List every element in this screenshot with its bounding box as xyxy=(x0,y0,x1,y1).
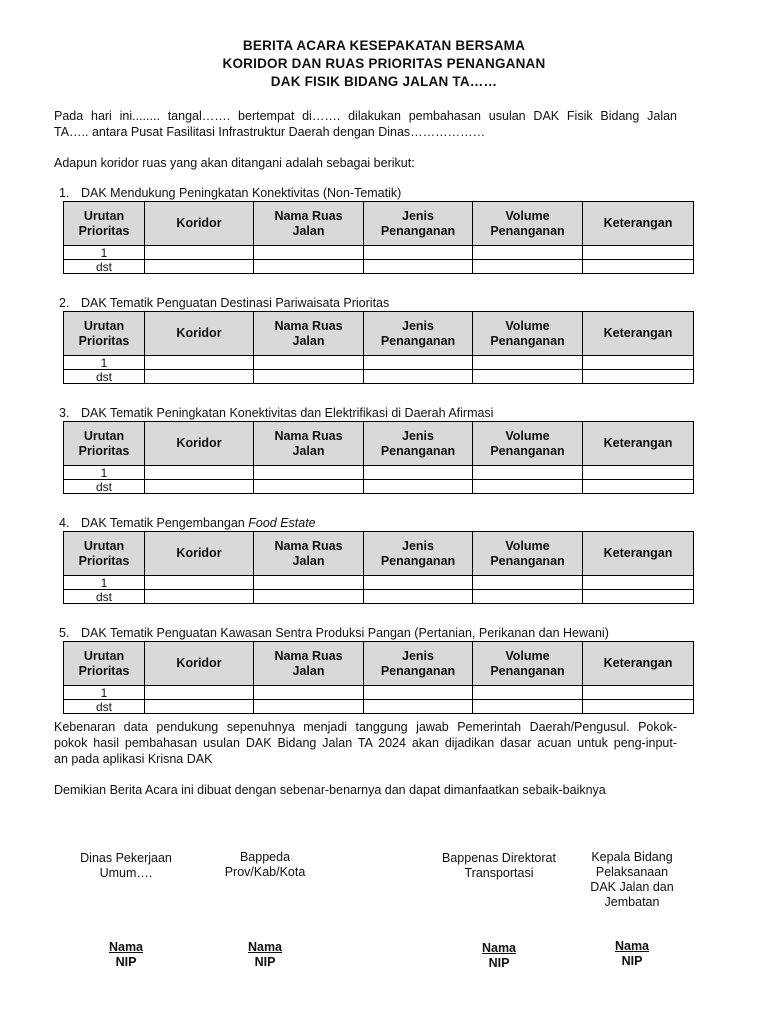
table-cell xyxy=(583,466,694,480)
table-header-row xyxy=(64,422,694,466)
row-number: 1 xyxy=(64,576,145,590)
header-keterangan: Keterangan xyxy=(583,422,694,466)
table-row xyxy=(64,686,694,700)
signature-nip: NIP xyxy=(488,956,510,970)
table-row xyxy=(64,356,694,370)
table-cell xyxy=(473,686,583,700)
table-row xyxy=(64,590,694,604)
table-cell xyxy=(583,246,694,260)
header-nama-ruas-jalan: Nama Ruas Jalan xyxy=(254,202,364,246)
section-2 xyxy=(54,296,694,384)
row-number: dst xyxy=(64,480,145,494)
header-urutan-prioritas: Urutan Prioritas xyxy=(64,202,145,246)
table-cell xyxy=(364,590,473,604)
table-cell xyxy=(583,686,694,700)
table-cell xyxy=(254,246,364,260)
signature-nip: NIP xyxy=(621,954,643,968)
header-keterangan: Keterangan xyxy=(583,312,694,356)
table-cell xyxy=(364,686,473,700)
priority-table xyxy=(63,531,694,604)
header-jenis-penanganan: Jenis Penanganan xyxy=(364,642,473,686)
row-number: dst xyxy=(64,370,145,384)
table-row xyxy=(64,700,694,714)
header-jenis-penanganan: Jenis Penanganan xyxy=(364,202,473,246)
table-cell xyxy=(145,576,254,590)
table-cell xyxy=(254,370,364,384)
table-header-row xyxy=(64,532,694,576)
signature-name: Nama xyxy=(247,940,283,954)
signatory-bappeda: Bappeda Prov/Kab/Kota xyxy=(224,850,306,879)
table-cell xyxy=(583,260,694,274)
row-number: 1 xyxy=(64,686,145,700)
table-cell xyxy=(473,356,583,370)
table-row xyxy=(64,260,694,274)
table-cell xyxy=(583,480,694,494)
table-cell xyxy=(145,370,254,384)
table-cell xyxy=(473,246,583,260)
table-cell xyxy=(364,480,473,494)
table-cell xyxy=(364,356,473,370)
header-nama-ruas-jalan: Nama Ruas Jalan xyxy=(254,532,364,576)
table-row xyxy=(64,480,694,494)
header-koridor: Koridor xyxy=(145,422,254,466)
header-volume-penanganan: Volume Penanganan xyxy=(473,202,583,246)
intro-line-2: TA….. antara Pusat Fasilitasi Infrastruktur Daerah dengan Dinas……………… xyxy=(54,125,486,139)
table-cell xyxy=(364,576,473,590)
signature-block-kepala-bidang xyxy=(602,939,662,969)
signatory-bappenas: Bappenas Direktorat Transportasi xyxy=(442,851,556,880)
header-keterangan: Keterangan xyxy=(583,202,694,246)
signature-name: Nama xyxy=(481,941,517,955)
section-title: 2. DAK Tematik Penguatan Destinasi Pariwaisata Prioritas xyxy=(59,296,390,310)
table-cell xyxy=(254,466,364,480)
table-cell xyxy=(473,480,583,494)
table-row xyxy=(64,466,694,480)
table-cell xyxy=(145,686,254,700)
table-row xyxy=(64,246,694,260)
header-jenis-penanganan: Jenis Penanganan xyxy=(364,312,473,356)
table-cell xyxy=(254,480,364,494)
table-cell xyxy=(145,480,254,494)
signature-block-bappeda xyxy=(235,940,295,970)
table-cell xyxy=(145,356,254,370)
table-cell xyxy=(364,700,473,714)
header-urutan-prioritas: Urutan Prioritas xyxy=(64,532,145,576)
closing-line-4: Demikian Berita Acara ini dibuat dengan sebenar-benarnya dan dapat dimanfaatkan sebaik-baiknya xyxy=(54,783,606,797)
signature-name: Nama xyxy=(614,939,650,953)
table-cell xyxy=(473,590,583,604)
closing-line-2: pokok hasil pembahasan usulan DAK Bidang Jalan TA 2024 akan dijadikan dasar acuan untuk peng-input- xyxy=(54,736,677,750)
header-koridor: Koridor xyxy=(145,312,254,356)
header-jenis-penanganan: Jenis Penanganan xyxy=(364,422,473,466)
row-number: dst xyxy=(64,260,145,274)
document-title xyxy=(0,37,768,91)
table-cell xyxy=(254,590,364,604)
table-cell xyxy=(145,246,254,260)
section-5 xyxy=(54,626,694,714)
header-keterangan: Keterangan xyxy=(583,532,694,576)
section-title: 4. DAK Tematik Pengembangan Food Estate xyxy=(59,516,316,530)
signature-block-bappenas xyxy=(469,941,529,971)
title-line-2: KORIDOR DAN RUAS PRIORITAS PENANGANAN xyxy=(222,56,546,71)
table-cell xyxy=(583,700,694,714)
row-number: dst xyxy=(64,590,145,604)
title-line-3: DAK FISIK BIDANG JALAN TA…… xyxy=(270,74,498,89)
signature-nip: NIP xyxy=(254,955,276,969)
table-cell xyxy=(583,356,694,370)
header-keterangan: Keterangan xyxy=(583,642,694,686)
signature-block-dinas-pu xyxy=(96,940,156,970)
section-1 xyxy=(54,186,694,274)
table-header-row xyxy=(64,642,694,686)
table-cell xyxy=(254,576,364,590)
header-volume-penanganan: Volume Penanganan xyxy=(473,642,583,686)
table-header-row xyxy=(64,202,694,246)
header-volume-penanganan: Volume Penanganan xyxy=(473,532,583,576)
header-urutan-prioritas: Urutan Prioritas xyxy=(64,642,145,686)
table-cell xyxy=(473,466,583,480)
header-urutan-prioritas: Urutan Prioritas xyxy=(64,312,145,356)
header-nama-ruas-jalan: Nama Ruas Jalan xyxy=(254,642,364,686)
title-line-1: BERITA ACARA KESEPAKATAN BERSAMA xyxy=(242,38,526,53)
table-cell xyxy=(473,370,583,384)
header-koridor: Koridor xyxy=(145,642,254,686)
header-jenis-penanganan: Jenis Penanganan xyxy=(364,532,473,576)
table-cell xyxy=(254,700,364,714)
signatory-kepala-bidang: Kepala Bidang Pelaksanaan DAK Jalan dan Jembatan xyxy=(590,850,674,909)
signature-nip: NIP xyxy=(115,955,137,969)
table-cell xyxy=(473,700,583,714)
intro-line-3: Adapun koridor ruas yang akan ditangani adalah sebagai berikut: xyxy=(54,156,415,170)
table-row xyxy=(64,370,694,384)
table-cell xyxy=(364,260,473,274)
section-3 xyxy=(54,406,694,494)
priority-table xyxy=(63,641,694,714)
table-cell xyxy=(473,260,583,274)
table-cell xyxy=(473,576,583,590)
closing-line-3: an pada aplikasi Krisna DAK xyxy=(54,752,213,766)
table-cell xyxy=(583,590,694,604)
section-title: 5. DAK Tematik Penguatan Kawasan Sentra Produksi Pangan (Pertanian, Perikanan dan Hewani) xyxy=(59,626,609,640)
row-number: 1 xyxy=(64,246,145,260)
signatory-dinas-pu: Dinas Pekerjaan Umum…. xyxy=(80,851,172,880)
priority-table xyxy=(63,421,694,494)
table-cell xyxy=(145,260,254,274)
row-number: 1 xyxy=(64,356,145,370)
priority-table xyxy=(63,311,694,384)
header-koridor: Koridor xyxy=(145,202,254,246)
table-cell xyxy=(364,370,473,384)
table-cell xyxy=(254,260,364,274)
table-cell xyxy=(254,356,364,370)
section-title: 1. DAK Mendukung Peningkatan Konektivitas (Non-Tematik) xyxy=(59,186,402,200)
header-volume-penanganan: Volume Penanganan xyxy=(473,312,583,356)
table-cell xyxy=(145,590,254,604)
table-cell xyxy=(583,370,694,384)
row-number: dst xyxy=(64,700,145,714)
header-volume-penanganan: Volume Penanganan xyxy=(473,422,583,466)
table-cell xyxy=(364,466,473,480)
table-cell xyxy=(583,576,694,590)
table-row xyxy=(64,576,694,590)
priority-table xyxy=(63,201,694,274)
table-cell xyxy=(254,686,364,700)
header-urutan-prioritas: Urutan Prioritas xyxy=(64,422,145,466)
header-nama-ruas-jalan: Nama Ruas Jalan xyxy=(254,422,364,466)
closing-line-1: Kebenaran data pendukung sepenuhnya menjadi tanggung jawab Pemerintah Daerah/Pengusul. Pokok- xyxy=(54,720,677,734)
table-header-row xyxy=(64,312,694,356)
signature-name: Nama xyxy=(108,940,144,954)
table-cell xyxy=(145,700,254,714)
row-number: 1 xyxy=(64,466,145,480)
header-nama-ruas-jalan: Nama Ruas Jalan xyxy=(254,312,364,356)
table-cell xyxy=(145,466,254,480)
intro-line-1: Pada hari ini........ tangal……. bertempat di……. dilakukan pembahasan usulan DAK Fisik Bidang Jalan xyxy=(54,109,677,123)
table-cell xyxy=(364,246,473,260)
section-title: 3. DAK Tematik Peningkatan Konektivitas dan Elektrifikasi di Daerah Afirmasi xyxy=(59,406,494,420)
header-koridor: Koridor xyxy=(145,532,254,576)
section-4 xyxy=(54,516,694,604)
